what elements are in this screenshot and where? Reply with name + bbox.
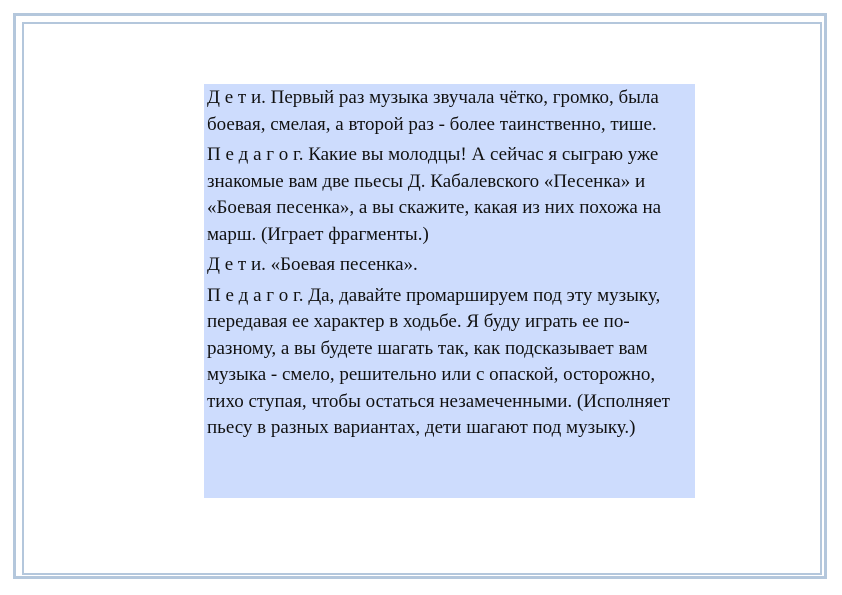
paragraph-text: Да, давайте промаршируем под эту музыку, передавая ее характер в ходьбе. Я буду играть ее по-разному, а вы будете шагать так, как подсказывает вам музыка - смело, решительно или с опаской, осторожно, тихо ступая, чтобы остаться незамеченными. (Исполняет пьесу в разных вариантах, дети шагают под музыку.): [207, 284, 670, 438]
dialogue-paragraph: [207, 283, 692, 442]
speaker-label: П е д а г о г.: [207, 284, 304, 306]
dialogue-paragraph: [207, 85, 692, 138]
dialogue-paragraph: [207, 142, 692, 248]
speaker-label: Д е т и.: [207, 254, 266, 275]
paragraph-text: «Боевая песенка».: [270, 254, 418, 275]
speaker-label: Д е т и.: [207, 87, 266, 108]
speaker-label: П е д а г о г.: [207, 144, 304, 165]
dialogue-paragraph: [207, 252, 692, 279]
paragraph-text: Какие вы молодцы! А сейчас я сыграю уже знакомые вам две пьесы Д. Кабалевского «Песенка» и «Боевая песенка», а вы скажите, какая из них похожа на марш. (Играет фрагменты.): [207, 144, 662, 245]
paragraph-text: Первый раз музыка звучала чётко, громко, была боевая, смелая, а второй раз - более таинственно, тише.: [207, 87, 659, 135]
dialogue-text-box: [204, 84, 695, 498]
